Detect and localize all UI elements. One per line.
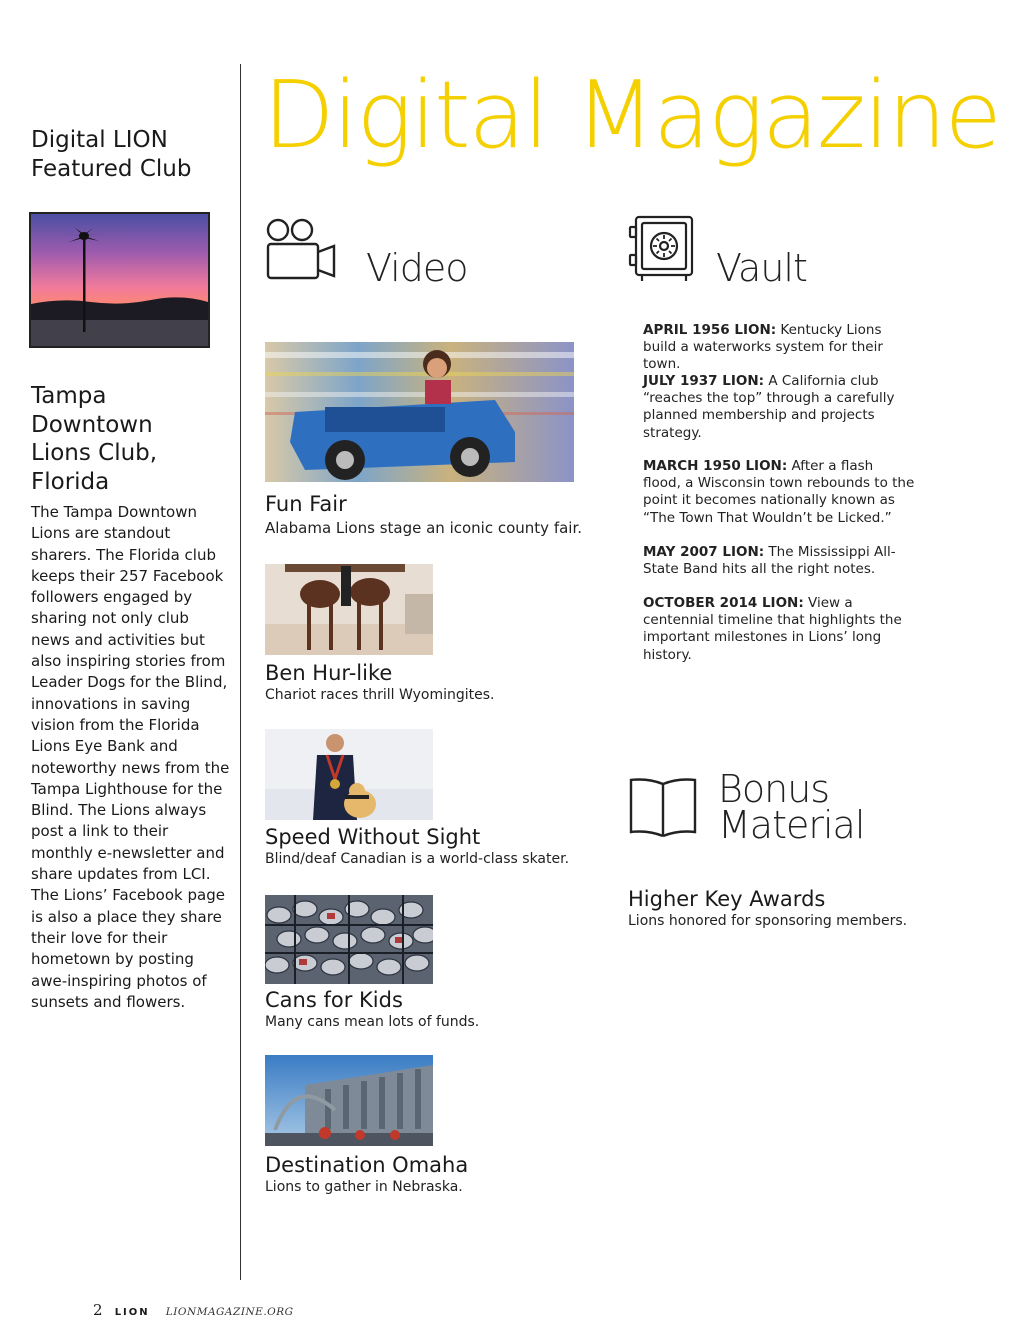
vault-entry-text: The Mississippi All-State Band hits all the right notes.	[643, 544, 896, 578]
bonus-label-line-2: Material	[718, 803, 865, 847]
vault-entry-date: OCTOBER 2014 LION:	[643, 595, 804, 611]
vault-entry[interactable]	[643, 373, 915, 442]
club-name-line-3: Lions Club,	[31, 440, 158, 466]
ben-hur-thumbnail[interactable]	[265, 564, 433, 655]
vault-entry-date: JULY 1937 LION:	[643, 373, 765, 389]
bonus-section-label	[718, 767, 865, 847]
vault-entry-text: A California club “reaches the top” through a carefully planned membership and projects strategy.	[643, 373, 895, 441]
vault-entry[interactable]	[643, 458, 915, 527]
cans-for-kids-thumbnail[interactable]	[265, 895, 433, 984]
video-item-subtitle: Chariot races thrill Wyomingites.	[265, 687, 495, 703]
video-section-label: Video	[366, 246, 468, 290]
page-title: Digital Magazine	[263, 61, 1000, 169]
video-item-title[interactable]: Ben Hur-like	[265, 661, 393, 685]
speed-without-sight-thumbnail[interactable]	[265, 729, 433, 820]
bonus-item-title[interactable]: Higher Key Awards	[628, 887, 826, 911]
vault-entry-date: MAY 2007 LION:	[643, 544, 765, 560]
video-item-title[interactable]: Destination Omaha	[265, 1153, 469, 1177]
destination-omaha-thumbnail[interactable]	[265, 1055, 433, 1146]
page-footer	[93, 1301, 294, 1319]
video-item-subtitle: Alabama Lions stage an iconic county fair.	[265, 519, 583, 537]
club-description: The Tampa Downtown Lions are standout sharers. The Florida club keeps their 257 Facebook followers engaged by sharing not only club news and activities but also inspiring stories from Leader Dogs for the Blind, innovations in saving vision from the Florida Lions Eye Bank and noteworthy news from the Tampa Lighthouse for the Blind. The Lions always post a link to their monthly e-newsletter and share updates from LCI. The Lions’ Facebook page is also a place they share their love for their hometown by posting awe-inspiring photos of sunsets and flowers.	[31, 503, 230, 1011]
bonus-label-line-1: Bonus	[718, 767, 830, 811]
page-number: 2	[93, 1301, 103, 1319]
club-name-line-1: Tampa	[31, 383, 107, 409]
open-book-icon	[628, 776, 698, 842]
video-item-subtitle: Many cans mean lots of funds.	[265, 1014, 480, 1030]
video-item-title[interactable]: Fun Fair	[265, 492, 347, 516]
sidebar-heading-line-1: Digital LION	[31, 127, 168, 153]
club-name	[31, 382, 231, 496]
footer-site[interactable]: LIONMAGAZINE.ORG	[165, 1306, 294, 1318]
vault-entry[interactable]	[643, 322, 915, 374]
vault-entry-text: Kentucky Lions build a waterworks system for their town.	[643, 322, 883, 373]
video-item-subtitle: Lions to gather in Nebraska.	[265, 1179, 463, 1195]
footer-brand: LION	[114, 1307, 150, 1318]
vault-entry[interactable]	[643, 544, 915, 578]
vault-entry-date: MARCH 1950 LION:	[643, 458, 788, 474]
fun-fair-thumbnail[interactable]	[265, 342, 574, 482]
vault-entry-text: View a centennial timeline that highlights the important milestones in Lions’ long history.	[643, 595, 902, 663]
sunset-palm-photo	[29, 212, 210, 348]
club-name-line-4: Florida	[31, 468, 110, 495]
vault-section-label: Vault	[716, 246, 807, 290]
bonus-item-subtitle: Lions honored for sponsoring members.	[628, 913, 908, 929]
sidebar-heading-line-2: Featured Club	[31, 156, 192, 182]
safe-icon	[628, 215, 696, 287]
video-item-title[interactable]: Cans for Kids	[265, 988, 403, 1012]
video-item-title[interactable]: Speed Without Sight	[265, 825, 481, 849]
video-item-subtitle: Blind/deaf Canadian is a world-class skater.	[265, 851, 570, 867]
vault-entry-date: APRIL 1956 LION:	[643, 322, 777, 338]
column-divider	[240, 64, 241, 1280]
sidebar-heading	[31, 126, 231, 184]
vault-entry-text: After a flash flood, a Wisconsin town rebounds to the point it becomes nationally known as “The Town That Wouldn’t be Licked.”	[643, 458, 915, 526]
vault-entry[interactable]	[643, 595, 915, 664]
club-name-line-2: Downtown	[31, 411, 153, 438]
video-camera-icon	[266, 218, 340, 286]
